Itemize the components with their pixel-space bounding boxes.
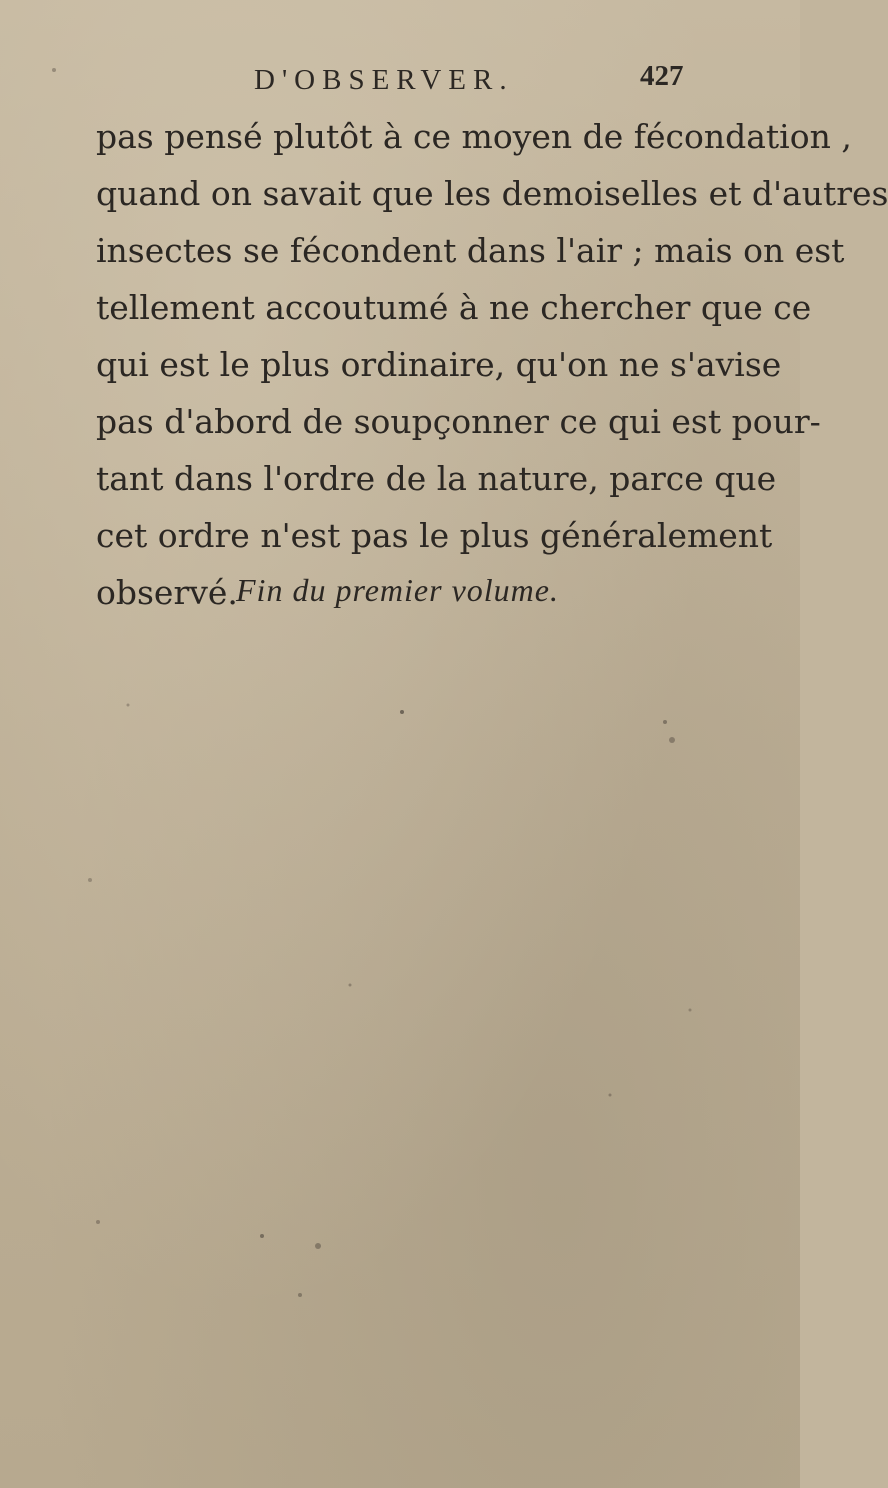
text-line: pas d'abord de soupçonner ce qui est pour- — [96, 402, 821, 441]
text-line: observé. — [96, 573, 238, 612]
text-line: quand on savait que les demoiselles et d'autres — [96, 174, 888, 213]
text-line: cet ordre n'est pas le plus généralement — [96, 516, 773, 555]
text-line: tellement accoutumé à ne chercher que ce — [96, 288, 812, 327]
page-number: 427 — [640, 60, 684, 92]
text-line: insectes se fécondent dans l'air ; mais on est — [96, 231, 845, 270]
closing-line: Fin du premier volume. — [236, 572, 559, 608]
text-line: qui est le plus ordinaire, qu'on ne s'avise — [96, 345, 782, 384]
text-line: pas pensé plutôt à ce moyen de fécondation , — [96, 117, 852, 156]
running-title: D'OBSERVER. — [254, 64, 514, 96]
text-line: tant dans l'ordre de la nature, parce que — [96, 459, 777, 498]
